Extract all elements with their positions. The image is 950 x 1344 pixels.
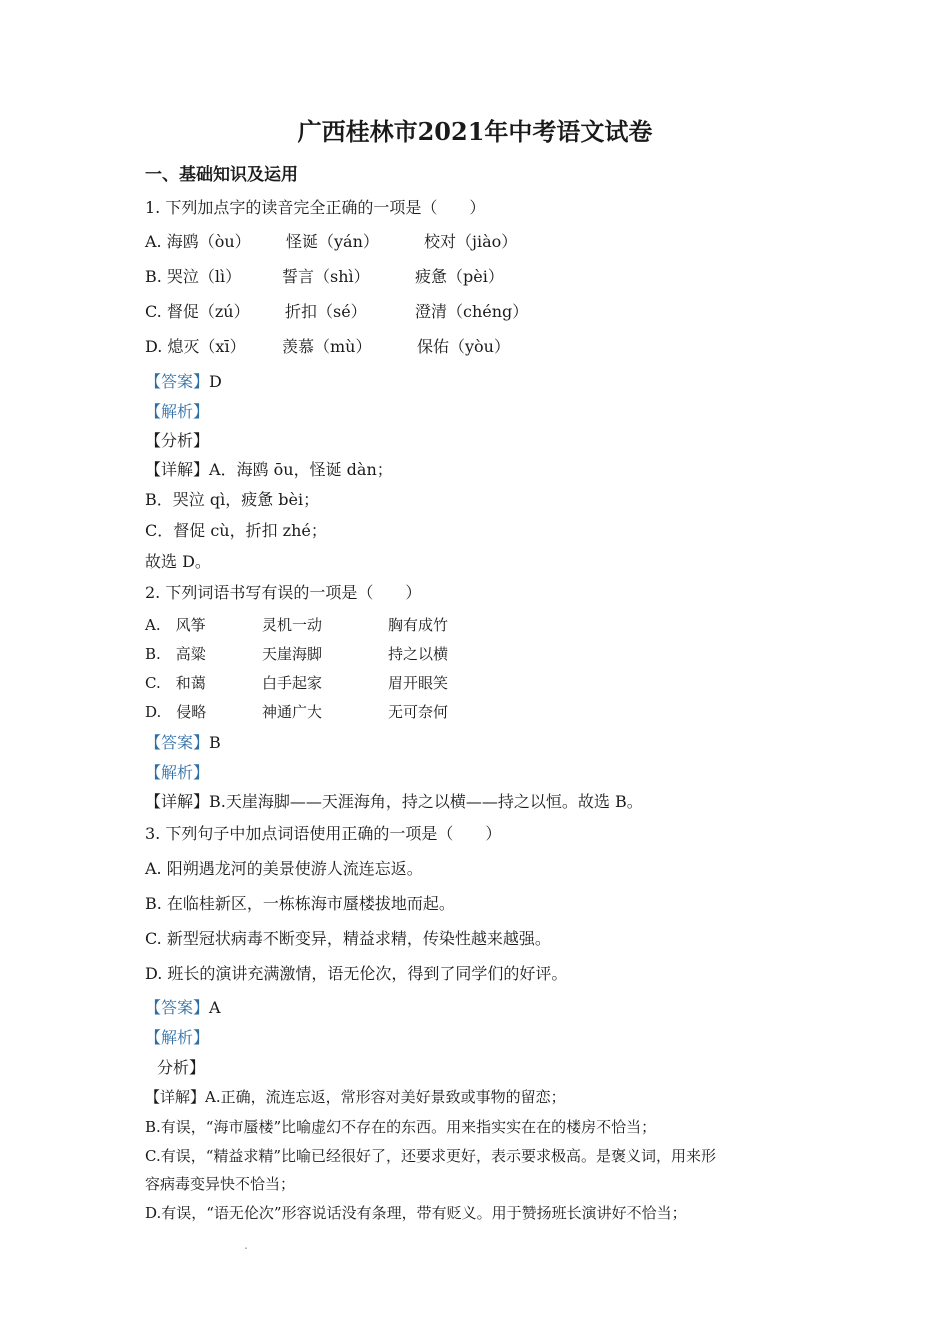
q2-option-c: C. 和蔼 [145,674,206,692]
q1-option-c: C. 督促（zú） [145,302,250,321]
q1-detail-conclusion: 故选 D。 [145,552,211,571]
q3-analysis-tag: 【解析】 [145,1028,210,1047]
detail-text: B.天崖海脚——天涯海角，持之以横——持之以恒。故选 B。 [209,792,643,811]
q2-option-c-c: 眉开眼笑 [388,674,449,692]
q3-option-c: C. 新型冠状病毒不断变异，精益求精，传染性越来越强。 [145,929,551,948]
answer-value: D [209,372,222,391]
q1-detail-c: C．督促 cù，折扣 zhé； [145,521,327,540]
q3-fenxi: 分析】 [157,1058,206,1077]
answer-value: A [209,998,221,1017]
q3-stem: 3. 下列句子中加点词语使用正确的一项是（ ） [145,824,502,843]
paragraph-mark: . [244,1238,248,1252]
q1-option-d-b: 羡慕（mù） [282,337,372,356]
answer-tag: 【答案】 [145,998,210,1017]
q2-option-a-b: 灵机一动 [262,616,323,634]
q3-option-b: B. 在临桂新区，一栋栋海市蜃楼拔地而起。 [145,894,455,913]
q1-answer [145,369,222,392]
q1-detail-b: B．哭泣 qì，疲惫 bèi； [145,490,320,509]
q3-detail [145,1086,566,1107]
q2-option-a-c: 胸有成竹 [388,616,449,634]
q2-option-b-c: 持之以横 [388,645,449,663]
q3-option-d: D. 班长的演讲充满激情，语无伦次，得到了同学们的好评。 [145,964,568,983]
q1-option-a-c: 校对（jiào） [424,232,518,251]
q3-detail-c-cont: 容病毒变异快不恰当； [145,1175,296,1193]
q2-option-d-c: 无可奈何 [388,703,449,721]
q1-option-d-c: 保佑（yòu） [417,337,510,356]
detail-text: A.正确，流连忘返，常形容对美好景致或事物的留恋； [205,1088,566,1106]
section-heading: 一、基础知识及运用 [145,165,298,185]
q1-option-a-b: 怪诞（yán） [286,232,379,251]
q1-option-a: A. 海鸥（òu） [145,232,251,251]
q3-option-a: A. 阳朔遇龙河的美景使游人流连忘返。 [145,859,423,878]
q2-option-b-b: 天崖海脚 [262,645,323,663]
q1-option-c-b: 折扣（sé） [285,302,367,321]
q3-answer [145,995,221,1018]
q2-option-b: B. 高粱 [145,645,206,663]
q2-option-c-b: 白手起家 [262,674,323,692]
detail-tag: 【详解】 [145,792,210,811]
q1-analysis-tag: 【解析】 [145,402,210,421]
answer-value: B [209,733,221,752]
q2-analysis-tag: 【解析】 [145,763,210,782]
q2-option-d-b: 神通广大 [262,703,323,721]
detail-tag: 【详解】 [145,460,210,479]
q3-detail-b: B.有误，“海市蜃楼”比喻虚幻不存在的东西。用来指实实在在的楼房不恰当； [145,1118,657,1136]
q2-answer [145,730,221,753]
q1-fenxi: 【分析】 [145,431,210,450]
detail-text: A．海鸥 ōu，怪诞 dàn； [209,460,393,479]
q1-option-b-c: 疲惫（pèi） [415,267,504,286]
q3-detail-c: C.有误，“精益求精”比喻已经很好了，还要求更好，表示要求极高。是褒义词，用来形 [145,1147,717,1165]
q2-option-a: A. 风筝 [145,616,206,634]
q3-detail-d: D.有误，“语无伦次”形容说话没有条理，带有贬义。用于赞扬班长演讲好不恰当； [145,1204,687,1222]
detail-tag: 【详解】 [145,1088,206,1106]
q2-detail [145,789,643,812]
q1-option-b: B. 哭泣（lì） [145,267,242,286]
q1-detail [145,457,393,480]
q2-stem: 2. 下列词语书写有误的一项是（ ） [145,583,422,602]
q2-option-d: D. 侵略 [145,703,207,721]
page-title: 广西桂林市2021年中考语文试卷 [297,117,653,146]
answer-tag: 【答案】 [145,733,210,752]
q1-stem: 1. 下列加点字的读音完全正确的一项是（ ） [145,198,486,217]
q1-option-c-c: 澄清（chéng） [415,302,529,321]
q1-option-d: D. 熄灭（xī） [145,337,246,356]
q1-option-b-b: 誓言（shì） [282,267,370,286]
answer-tag: 【答案】 [145,372,210,391]
